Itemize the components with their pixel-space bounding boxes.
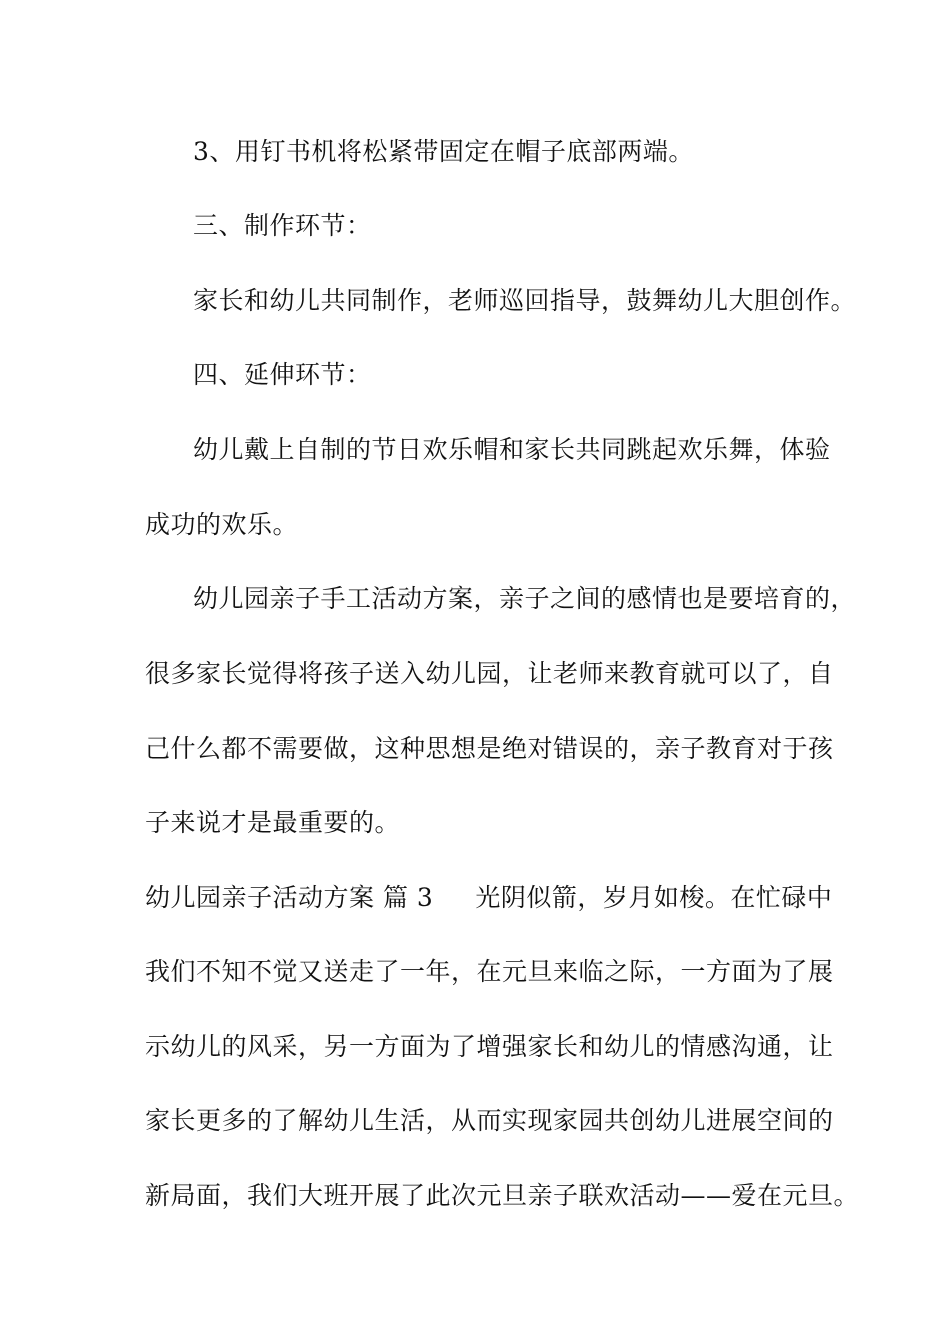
summary-line-3: 己什么都不需要做，这种思想是绝对错误的，亲子教育对于孩 bbox=[145, 734, 834, 763]
summary-line-4: 子来说才是最重要的。 bbox=[145, 808, 401, 837]
extend-body-line-2: 成功的欢乐。 bbox=[145, 510, 299, 539]
section-body-line-1: 光阴似箭，岁月如梭。在忙碌中 bbox=[475, 883, 833, 912]
step-3-text: 3、用钉书机将松紧带固定在帽子底部两端。 bbox=[193, 137, 694, 166]
make-section-body: 家长和幼儿共同制作，老师巡回指导，鼓舞幼儿大胆创作。 bbox=[193, 286, 857, 315]
section-body-line-3: 示幼儿的风采，另一方面为了增强家长和幼儿的情感沟通，让 bbox=[145, 1032, 834, 1061]
heading-extend-section: 四、延伸环节： bbox=[193, 360, 372, 389]
summary-line-1: 幼儿园亲子手工活动方案，亲子之间的感情也是要培育的， bbox=[193, 584, 857, 613]
section-body-line-4: 家长更多的了解幼儿生活，从而实现家园共创幼儿进展空间的 bbox=[145, 1106, 834, 1135]
extend-body-line-1: 幼儿戴上自制的节日欢乐帽和家长共同跳起欢乐舞，体验 bbox=[193, 435, 831, 464]
section-title: 幼儿园亲子活动方案 篇 3 bbox=[145, 883, 434, 912]
section-body-line-2: 我们不知不觉又送走了一年，在元旦来临之际，一方面为了展 bbox=[145, 957, 834, 986]
heading-make-section: 三、制作环节： bbox=[193, 211, 372, 240]
section-title-line bbox=[145, 883, 832, 913]
summary-line-2: 很多家长觉得将孩子送入幼儿园，让老师来教育就可以了，自 bbox=[145, 659, 834, 688]
section-body-line-5: 新局面，我们大班开展了此次元旦亲子联欢活动——爱在元旦。 bbox=[145, 1181, 860, 1210]
